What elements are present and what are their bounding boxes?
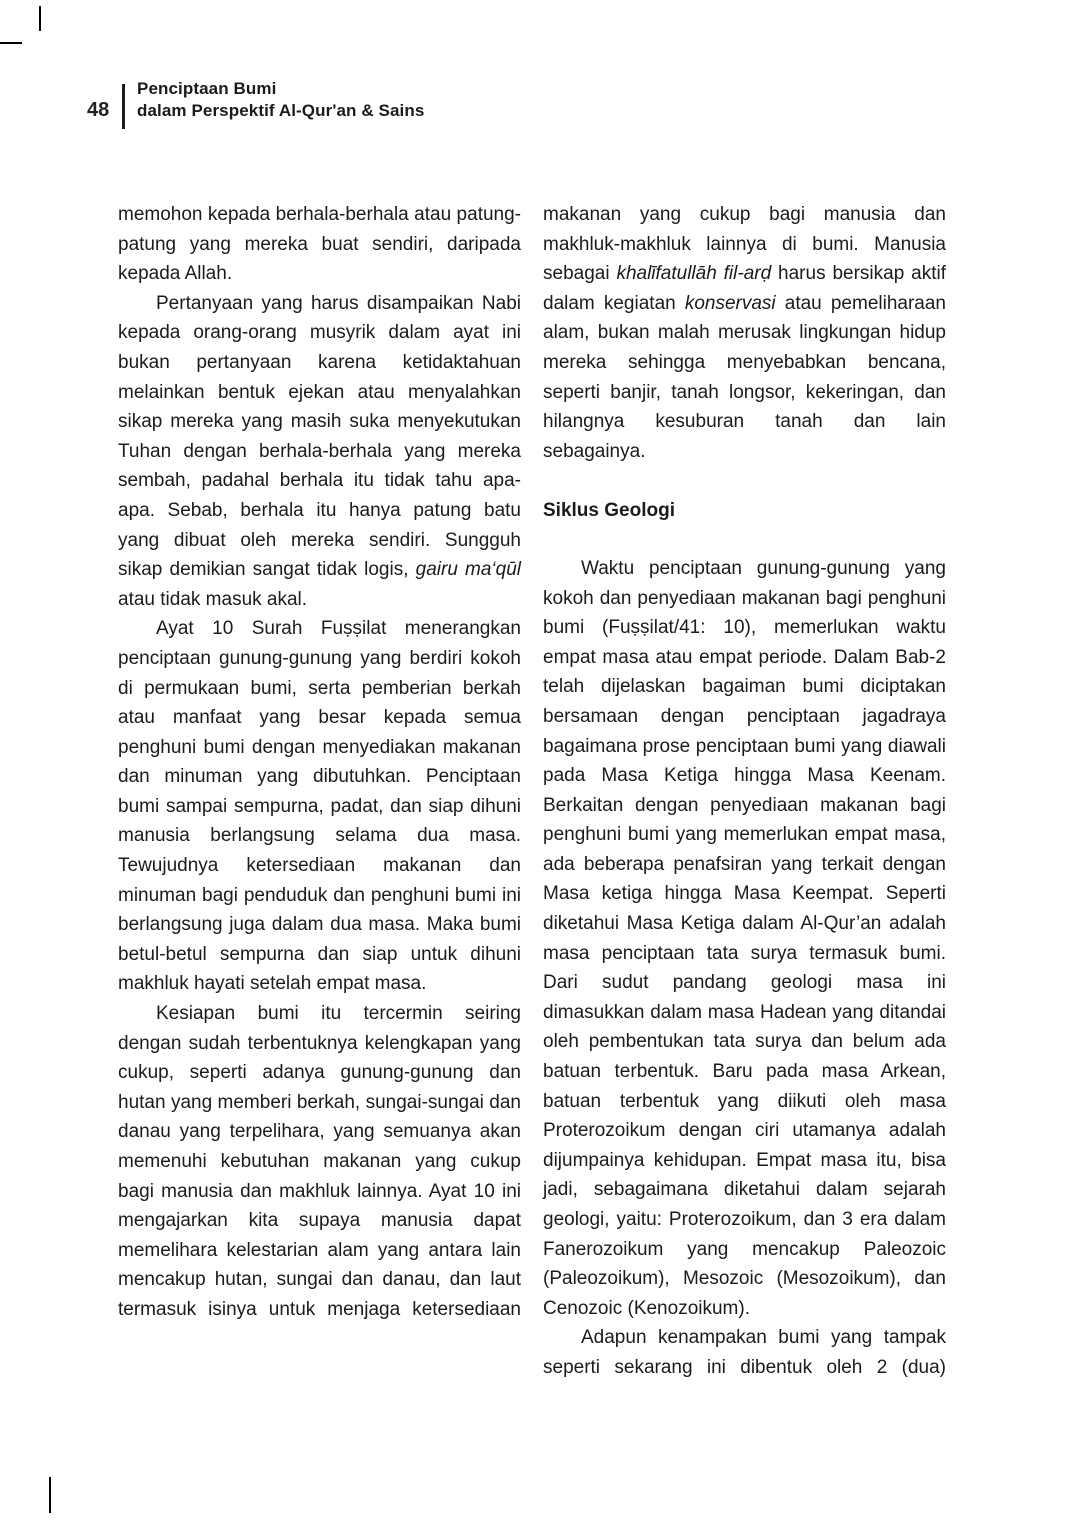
text-run: atau pemeliharaan alam, bukan malah merusak lingkungan hidup mereka sehingga menyebabkan bencana, seperti banjir, tanah longsor, kekeringan, dan hilangnya kesuburan tanah dan lain sebagainya. <box>543 292 946 462</box>
paragraph <box>118 289 521 615</box>
text-run: Pertanyaan yang harus disampaikan Nabi kepada orang-orang musyrik dalam ayat ini bukan pertanyaan karena ketidaktahuan melainkan bentuk ejekan atau menyalahkan sikap mereka yang masih suka menyekutukan Tuhan dengan berhala-berhala yang mereka sembah, padahal berhala itu tidak tahu apa-apa. Sebab, berhala itu hanya patung batu yang dibuat oleh mereka sendiri. Sungguh sikap demikian sangat tidak logis, <box>118 292 521 581</box>
paragraph <box>543 554 946 1323</box>
text-run: Waktu penciptaan gunung-gunung yang kokoh dan penyediaan makanan bagi penghuni bumi (Fuṣṣilat/41: 10), memerlukan waktu empat masa atau empat periode. Dalam Bab-2 telah dijelaskan bagaiman bumi diciptakan bersamaan dengan penciptaan jagadraya bagaimana prose penciptaan bumi yang diawali pada Masa Ketiga hingga Masa Keenam. Berkaitan dengan penyediaan makanan bagi penghuni bumi yang memerlukan empat masa, ada beberapa penafsiran yang terkait dengan Masa ketiga hingga Masa Keempat. Seperti diketahui Masa Ketiga dalam Al-Qur’an adalah masa penciptaan tata surya termasuk bumi. Dari sudut pandang geologi masa ini dimasukkan dalam masa Hadean yang ditandai oleh pembentukan tata surya dan belum ada batuan terbentuk. Baru pada masa Arkean, batuan terbentuk yang diikuti oleh masa Proterozoikum dengan ciri utamanya adalah dijumpainya kehidupan. Empat masa itu, bisa jadi, sebagaimana diketahui dalam sejarah geologi, yaitu: Proterozoikum, dan 3 era dalam Fanerozoikum yang mencakup Paleozoic (Paleozoikum), Mesozoic (Mesozoikum), dan Cenozoic (Kenozoikum). <box>543 557 946 1319</box>
paragraph <box>118 200 521 289</box>
text-run: gairu ma‘qūl <box>415 559 522 581</box>
book-title-line1: Penciptaan Bumi <box>137 79 277 98</box>
paragraph <box>118 614 521 999</box>
text-run: atau tidak masuk akal. <box>118 588 308 610</box>
text-run: memohon kepada berhala-berhala atau patung-patung yang mereka buat sendiri, daripada kepada Allah. <box>118 204 521 285</box>
header-divider-rule <box>122 84 125 129</box>
section-heading <box>543 496 946 526</box>
text-run: harus bersikap aktif dalam kegiatan <box>543 263 946 314</box>
text-run: konservasi <box>684 292 776 314</box>
text-run: Siklus Geologi <box>543 500 675 522</box>
crop-mark-top-horizontal <box>0 42 22 44</box>
book-title-line2: dalam Perspektif Al-Qur'an & Sains <box>137 101 425 120</box>
text-run: Ayat 10 Surah Fuṣṣilat menerangkan penciptaan gunung-gunung yang berdiri kokoh di permukaan bumi, serta pemberian berkah atau manfaat yang besar kepada semua penghuni bumi dengan menyediakan makanan dan minuman yang dibutuhkan. Penciptaan bumi sampai sempurna, padat, dan siap dihuni manusia berlangsung selama dua masa. Tewujudnya ketersediaan makanan dan minuman bagi penduduk dan penghuni bumi ini berlangsung juga dalam dua masa. Maka bumi betul-betul sempurna dan siap untuk dihuni makhluk hayati setelah empat masa. <box>118 618 521 995</box>
text-run: khalīfatullāh fil-arḍ <box>616 263 772 285</box>
running-header <box>137 78 424 122</box>
paragraph <box>543 1323 946 1382</box>
crop-mark-bottom-vertical <box>49 1477 51 1513</box>
page-number: 48 <box>87 99 110 121</box>
crop-mark-top-vertical <box>39 6 41 31</box>
right-text-column <box>543 200 946 1383</box>
left-text-column <box>118 200 521 1325</box>
paragraph <box>543 200 946 466</box>
text-run: makanan yang cukup bagi manusia dan makhluk-makhluk lainnya di bumi. Manusia sebagai <box>543 204 946 285</box>
paragraph <box>118 999 521 1325</box>
text-run: Adapun kenampakan bumi yang tampak seperti sekarang ini dibentuk oleh 2 (dua) <box>543 1327 946 1378</box>
text-run: Kesiapan bumi itu tercermin seiring dengan sudah terbentuknya kelengkapan yang cukup, seperti adanya gunung-gunung dan hutan yang memberi berkah, sungai-sungai dan danau yang terpelihara, yang semuanya akan memenuhi kebutuhan makanan yang cukup bagi manusia dan makhluk lainnya. Ayat 10 ini mengajarkan kita supaya manusia dapat memelihara kelestarian alam yang antara lain mencakup hutan, sungai dan danau, dan laut termasuk isinya untuk menjaga ketersediaan <box>118 1003 521 1320</box>
